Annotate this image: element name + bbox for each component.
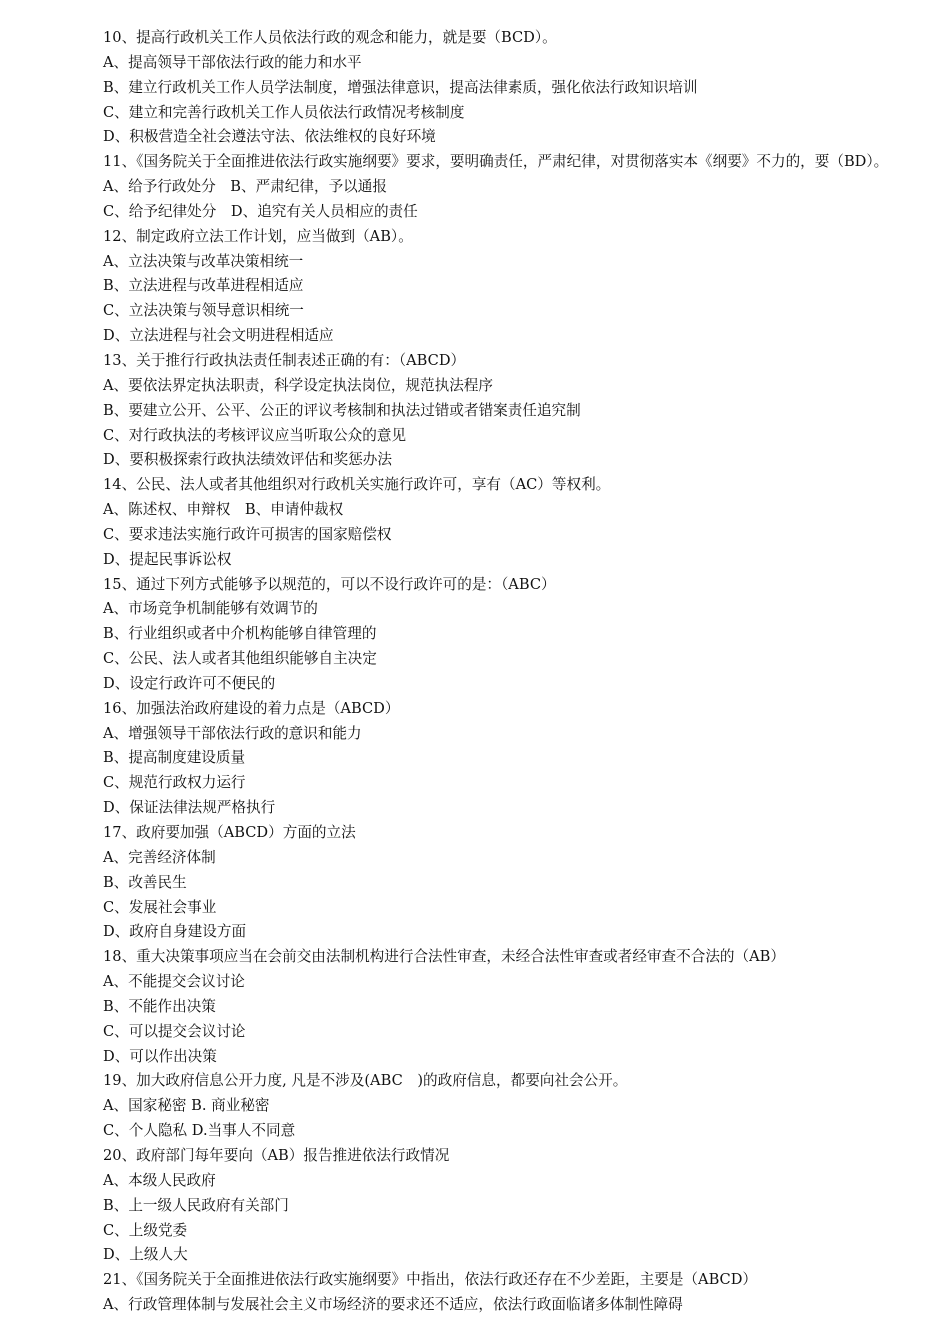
option-text: C、对行政执法的考核评议应当听取公众的意见 [103,426,407,444]
option-text: B、建立行政机关工作人员学法制度，增强法律意识，提高法律素质，强化依法行政知识培训 [103,78,698,96]
option-text: C、规范行政权力运行 [103,774,246,792]
option-text: D、保证法律法规严格执行 [103,799,276,817]
option-text: C、发展社会事业 [103,898,217,916]
option-text: C、给予纪律处分 D、追究有关人员相应的责任 [103,202,418,220]
option-text: A、市场竞争机制能够有效调节的 [103,600,318,618]
option-text: A、不能提交会议讨论 [103,973,245,991]
option-text: B、提高制度建设质量 [103,749,246,767]
option-text: B、改善民生 [103,873,187,891]
option-text: C、个人隐私 D.当事人不同意 [103,1122,296,1140]
option-text: D、政府自身建设方面 [103,923,247,941]
option-text: A、立法决策与改革决策相统一 [103,252,304,270]
option-text: B、行业组织或者中介机构能够自律管理的 [103,625,377,643]
question-text: 20、政府部门每年要向（AB）报告推进依法行政情况 [103,1146,450,1164]
option-text: A、给予行政处分 B、严肃纪律，予以通报 [103,178,387,196]
option-text: B、要建立公开、公平、公正的评议考核制和执法过错或者错案责任追究制 [103,401,581,419]
question-text: 18、重大决策事项应当在会前交由法制机构进行合法性审查，未经合法性审查或者经审查不合法的（AB） [103,948,785,966]
option-text: A、陈述权、申辩权 B、申请仲裁权 [103,501,344,519]
option-text: A、行政管理体制与发展社会主义市场经济的要求还不适应，依法行政面临诸多体制性障碍 [103,1296,683,1314]
option-text: C、公民、法人或者其他组织能够自主决定 [103,650,377,668]
question-text: 11、《国务院关于全面推进依法行政实施纲要》要求，要明确责任，严肃纪律，对贯彻落实本《纲要》不力的，要（BD）。 [103,153,889,171]
option-text: B、立法进程与改革进程相适应 [103,277,304,295]
question-text: 17、政府要加强（ABCD）方面的立法 [103,824,356,841]
question-text: 15、通过下列方式能够予以规范的，可以不设行政许可的是：（ABC） [103,575,556,593]
option-text: D、立法进程与社会文明进程相适应 [103,327,334,345]
option-text: D、积极营造全社会遵法守法、依法维权的良好环境 [103,128,436,146]
option-text: D、要积极探索行政执法绩效评估和奖惩办法 [103,451,392,469]
question-text: 12、制定政府立法工作计划，应当做到（AB）。 [103,227,413,245]
option-text: A、提高领导干部依法行政的能力和水平 [103,53,362,71]
option-text: D、上级人大 [103,1246,188,1264]
option-text: D、提起民事诉讼权 [103,550,232,568]
document-page [103,26,943,1318]
option-text: C、可以提交会议讨论 [103,1022,246,1040]
question-text: 16、加强法治政府建设的着力点是（ABCD） [103,699,400,717]
option-text: C、上级党委 [103,1221,188,1239]
question-text: 19、加大政府信息公开力度, 凡是不涉及(ABC )的政府信息，都要向社会公开。 [103,1072,628,1090]
option-text: C、立法决策与领导意识相统一 [103,302,304,320]
option-text: A、国家秘密 B. 商业秘密 [103,1097,270,1115]
option-text: A、完善经济体制 [103,848,216,866]
option-text: C、要求违法实施行政许可损害的国家赔偿权 [103,525,392,543]
question-text: 21、《国务院关于全面推进依法行政实施纲要》中指出，依法行政还存在不少差距，主要是（ABCD） [103,1271,758,1289]
option-text: B、上一级人民政府有关部门 [103,1196,289,1214]
option-text: B、不能作出决策 [103,997,216,1015]
option-text: D、可以作出决策 [103,1047,217,1065]
option-text: A、要依法界定执法职责，科学设定执法岗位，规范执法程序 [103,376,493,394]
option-text: A、增强领导干部依法行政的意识和能力 [103,724,362,742]
option-text: A、本级人民政府 [103,1171,216,1189]
question-text: 10、提高行政机关工作人员依法行政的观念和能力，就是要（BCD）。 [103,29,557,46]
question-text: 13、关于推行行政执法责任制表述正确的有：（ABCD） [103,351,466,369]
question-text: 14、公民、法人或者其他组织对行政机关实施行政许可，享有（AC）等权利。 [103,476,611,494]
option-text: D、设定行政许可不便民的 [103,674,276,692]
option-text: C、建立和完善行政机关工作人员依法行政情况考核制度 [103,103,465,121]
